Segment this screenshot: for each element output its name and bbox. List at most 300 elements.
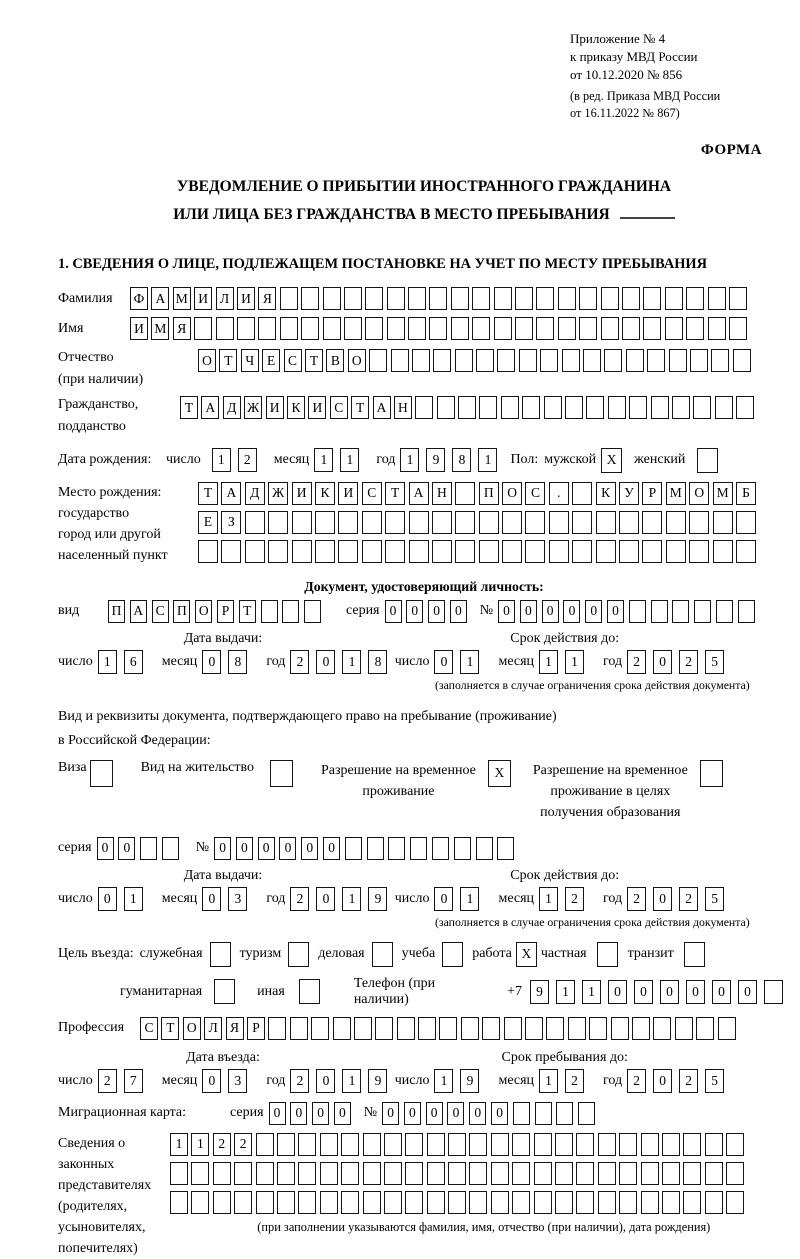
form-cell: 1 [478, 448, 497, 472]
form-cell: 0 [258, 837, 275, 860]
form-cell: 2 [234, 1133, 252, 1156]
entry-dates [58, 1050, 790, 1093]
form-cell: . [549, 482, 569, 505]
purpose-checkbox [288, 942, 309, 967]
stay-valid-month-cells [539, 887, 591, 911]
form-cell [432, 511, 452, 534]
representatives-row2-cells [170, 1162, 748, 1185]
form-cell: 9 [460, 1069, 479, 1093]
form-cell: 7 [124, 1069, 143, 1093]
form-cell: 2 [679, 650, 698, 674]
form-title [58, 173, 790, 230]
series-label: серия [58, 840, 92, 856]
form-cell [565, 396, 583, 419]
form-cell [736, 540, 756, 563]
stay-issue-date-row: число 0 1 месяц 0 3 год 2 0 1 9 [58, 887, 395, 911]
form-cell [491, 1191, 509, 1214]
form-cell: 0 [634, 980, 653, 1004]
form-cell [432, 540, 452, 563]
stay-doc-series-row [58, 837, 790, 860]
form-cell: М [666, 482, 686, 505]
form-cell [454, 837, 471, 860]
form-cell: А [201, 396, 219, 419]
form-cell: 1 [342, 1069, 361, 1093]
doc-issue-month-cells [202, 650, 254, 674]
amendment-lines [570, 88, 760, 122]
form-cell [354, 1017, 372, 1040]
form-cell [534, 1162, 552, 1185]
form-cell [598, 1191, 616, 1214]
number-label: № [479, 603, 494, 619]
surname-row [58, 287, 790, 310]
stay-doc-options [58, 760, 790, 823]
form-cell [429, 287, 447, 310]
form-cell: 9 [368, 887, 387, 911]
firstname-row [58, 317, 790, 340]
form-cell: 0 [660, 980, 679, 1004]
form-cell [315, 511, 335, 534]
form-cell: 2 [627, 1069, 646, 1093]
form-cell: Р [247, 1017, 265, 1040]
form-cell [662, 1162, 680, 1185]
form-cell [651, 600, 668, 623]
form-cell: 0 [334, 1102, 351, 1125]
form-cell [608, 396, 626, 419]
form-cell: 0 [98, 887, 117, 911]
form-cell [365, 287, 383, 310]
form-cell [718, 1017, 736, 1040]
form-cell: 0 [202, 650, 221, 674]
form-cell [234, 1191, 252, 1214]
form-cell [494, 287, 512, 310]
form-cell [469, 1133, 487, 1156]
form-cell [683, 1133, 701, 1156]
form-cell: А [409, 482, 429, 505]
form-cell [736, 396, 754, 419]
temp-residence-checkbox: X [488, 760, 511, 787]
sex-label: Пол: [510, 452, 539, 468]
stay-until-day-cells [434, 1069, 486, 1093]
form-cell [448, 1133, 466, 1156]
form-cell [604, 349, 622, 372]
form-cell [711, 349, 729, 372]
form-cell [494, 317, 512, 340]
form-cell [525, 540, 545, 563]
purpose-option: транзит [628, 942, 705, 967]
doc-kind-label: вид [58, 603, 80, 619]
form-cell: Д [245, 482, 265, 505]
form-cell: Т [198, 482, 218, 505]
form-cell [512, 1191, 530, 1214]
form-cell [556, 1102, 573, 1125]
stay-valid-col [395, 868, 790, 930]
form-cell: И [292, 482, 312, 505]
purpose-option: частная [541, 942, 618, 967]
form-cell: Т [219, 349, 237, 372]
form-cell [455, 349, 473, 372]
doc-issue-col [58, 631, 395, 693]
form-cell: Д [223, 396, 241, 419]
purpose-checkbox [442, 942, 463, 967]
form-cell: Н [394, 396, 412, 419]
form-cell [666, 511, 686, 534]
form-cell [320, 1191, 338, 1214]
residence-permit-option [141, 760, 293, 787]
form-cell [583, 349, 601, 372]
form-cell: 0 [563, 600, 580, 623]
number-label: № [195, 840, 210, 856]
form-cell: О [198, 349, 216, 372]
form-cell: В [326, 349, 344, 372]
doc-valid-month-cells [539, 650, 591, 674]
form-cell [619, 1191, 637, 1214]
form-cell: 0 [118, 837, 135, 860]
form-cell [672, 600, 689, 623]
stay-issue-year-cells [290, 887, 394, 911]
form-cell [568, 1017, 586, 1040]
purpose-option: учеба [402, 942, 464, 967]
form-cell: 0 [686, 980, 705, 1004]
representatives-row1-cells [170, 1133, 748, 1156]
form-cell [341, 1191, 359, 1214]
form-cell [362, 540, 382, 563]
doc-issue-year-cells [290, 650, 394, 674]
form-cell [391, 349, 409, 372]
form-title-line1: УВЕДОМЛЕНИЕ О ПРИБЫТИИ ИНОСТРАННОГО ГРАЖДАНИНА [176, 177, 672, 195]
form-cell [643, 317, 661, 340]
form-cell: Е [198, 511, 218, 534]
other-purpose-label: иная [257, 983, 285, 999]
form-cell: Я [258, 287, 276, 310]
form-cell: 1 [539, 1069, 558, 1093]
profession-row [58, 1017, 790, 1040]
form-cell [555, 1191, 573, 1214]
form-cell [619, 1133, 637, 1156]
form-cell: Я [226, 1017, 244, 1040]
form-cell [311, 1017, 329, 1040]
form-cell: 1 [340, 448, 359, 472]
form-cell [170, 1162, 188, 1185]
section1-heading: 1. СВЕДЕНИЯ О ЛИЦЕ, ПОДЛЕЖАЩЕМ ПОСТАНОВКЕ НА УЧЕТ ПО МЕСТУ ПРЕБЫВАНИЯ [58, 256, 707, 273]
form-cell [320, 1133, 338, 1156]
form-cell [385, 540, 405, 563]
phone-label: Телефон (при наличии) [353, 975, 436, 1007]
entry-month-cells [202, 1069, 254, 1093]
form-cell [439, 1017, 457, 1040]
form-cell [301, 317, 319, 340]
form-cell [341, 1162, 359, 1185]
residence-permit-label: Вид на жительство [140, 759, 254, 775]
form-cell: 1 [342, 650, 361, 674]
form-cell: 1 [314, 448, 333, 472]
doc-valid-year-cells [627, 650, 731, 674]
surname-cells [130, 287, 750, 310]
form-cell [491, 1133, 509, 1156]
form-cell [572, 511, 592, 534]
form-cell [705, 1133, 723, 1156]
migration-card-label: Миграционная карта: [58, 1105, 187, 1121]
form-cell: 0 [279, 837, 296, 860]
form-cell [234, 1162, 252, 1185]
form-cell [598, 1162, 616, 1185]
form-cell [415, 396, 433, 419]
form-cell [298, 1191, 316, 1214]
patronymic-cells [198, 349, 754, 372]
form-cell [482, 1017, 500, 1040]
form-cell: И [266, 396, 284, 419]
day-label: число [166, 452, 201, 468]
form-cell: 0 [712, 980, 731, 1004]
form-cell [455, 482, 475, 505]
form-cell: 1 [539, 887, 558, 911]
form-cell [384, 1133, 402, 1156]
form-cell [653, 1017, 671, 1040]
form-cell [619, 1162, 637, 1185]
form-cell [363, 1133, 381, 1156]
birth-place-row2-cells [198, 511, 759, 534]
surname-label: Фамилия [58, 290, 113, 306]
form-cell [626, 349, 644, 372]
form-cell: 0 [316, 1069, 335, 1093]
form-cell [408, 317, 426, 340]
form-cell [427, 1133, 445, 1156]
form-cell [387, 317, 405, 340]
form-cell: О [689, 482, 709, 505]
form-cell [694, 600, 711, 623]
form-cell [713, 540, 733, 563]
temp-residence-edu-checkbox [700, 760, 723, 787]
form-cell [344, 317, 362, 340]
form-cell [690, 349, 708, 372]
form-cell: 0 [447, 1102, 464, 1125]
purpose-option: деловая [318, 942, 392, 967]
amendment-line: от 16.11.2022 № 867) [570, 105, 680, 120]
stay-series-cells [97, 837, 184, 860]
form-cell: 2 [290, 1069, 309, 1093]
form-cell [512, 1162, 530, 1185]
form-cell [497, 837, 514, 860]
form-cell: 0 [520, 600, 537, 623]
form-cell [686, 287, 704, 310]
form-cell [292, 540, 312, 563]
form-cell: К [287, 396, 305, 419]
form-cell [384, 1191, 402, 1214]
form-cell: 2 [290, 650, 309, 674]
form-cell: О [183, 1017, 201, 1040]
stay-valid-note: (заполняется в случае ограничения срока действия документа) [434, 914, 750, 929]
form-cell [632, 1017, 650, 1040]
stay-until-month-cells [539, 1069, 591, 1093]
form-cell: К [596, 482, 616, 505]
form-cell: Ж [244, 396, 262, 419]
form-cell: М [173, 287, 191, 310]
form-cell: 0 [434, 887, 453, 911]
form-cell [705, 1191, 723, 1214]
year-label: год [376, 452, 396, 468]
form-cell [323, 287, 341, 310]
form-cell: 0 [316, 650, 335, 674]
form-cell [726, 1162, 744, 1185]
form-cell: 2 [627, 887, 646, 911]
form-cell: 0 [738, 980, 757, 1004]
form-cell [427, 1191, 445, 1214]
form-cell [290, 1017, 308, 1040]
form-cell [665, 317, 683, 340]
stay-until-heading: Срок пребывания до: [501, 1049, 628, 1065]
form-cell [601, 287, 619, 310]
form-cell [558, 317, 576, 340]
representatives-block [58, 1133, 790, 1259]
form-cell: 1 [556, 980, 575, 1004]
visa-option [58, 760, 113, 787]
form-cell [705, 1162, 723, 1185]
form-cell [689, 511, 709, 534]
form-cell [298, 1133, 316, 1156]
form-cell: 0 [202, 1069, 221, 1093]
form-cell [504, 1017, 522, 1040]
form-cell [280, 287, 298, 310]
form-cell [726, 1191, 744, 1214]
form-cell [479, 511, 499, 534]
citizenship-cells [180, 396, 758, 419]
form-cell [549, 540, 569, 563]
form-cell [388, 837, 405, 860]
form-cell [726, 1133, 744, 1156]
birth-month-cells [314, 448, 366, 472]
form-cell: Л [204, 1017, 222, 1040]
form-cell [675, 1017, 693, 1040]
form-cell [729, 287, 747, 310]
form-cell: 0 [542, 600, 559, 623]
form-cell [576, 1133, 594, 1156]
amendment-line: (в ред. Приказа МВД России [570, 88, 721, 103]
doc-kind-cells [108, 600, 326, 623]
representatives-row3-cells [170, 1191, 748, 1214]
form-cell: А [130, 600, 147, 623]
form-title-line2: ИЛИ ЛИЦА БЕЗ ГРАЖДАНСТВА В МЕСТО ПРЕБЫВАНИЯ [58, 201, 790, 230]
form-cell [410, 837, 427, 860]
form-cell [555, 1133, 573, 1156]
migration-series-cells [269, 1102, 356, 1125]
form-cell [708, 317, 726, 340]
form-cell [455, 511, 475, 534]
form-cell: А [373, 396, 391, 419]
birth-place-block [58, 482, 790, 569]
citizenship-row [58, 394, 790, 437]
form-cell: 3 [228, 1069, 247, 1093]
form-cell: О [502, 482, 522, 505]
month-label: месяц [273, 452, 310, 468]
form-cell [451, 287, 469, 310]
form-cell: З [221, 511, 241, 534]
form-cell [736, 511, 756, 534]
form-cell [194, 317, 212, 340]
form-cell [708, 287, 726, 310]
form-cell: 2 [98, 1069, 117, 1093]
form-cell [536, 317, 554, 340]
form-cell: 0 [323, 837, 340, 860]
form-cell [515, 317, 533, 340]
purpose-checkbox: X [516, 942, 537, 967]
form-cell [562, 349, 580, 372]
form-cell: И [338, 482, 358, 505]
form-cell: С [362, 482, 382, 505]
form-cell: 5 [705, 650, 724, 674]
form-word: ФОРМА [700, 141, 762, 158]
form-cell: О [195, 600, 212, 623]
doc-valid-date-row: число 0 1 месяц 1 1 год 2 0 2 5 [395, 650, 790, 674]
form-cell: 0 [236, 837, 253, 860]
stay-until-year-cells [627, 1069, 731, 1093]
form-cell: 0 [653, 1069, 672, 1093]
temp-residence-label: Разрешение на временное проживание [320, 762, 476, 799]
form-cell: Л [216, 287, 234, 310]
form-cell: 0 [585, 600, 602, 623]
form-cell: 1 [212, 448, 231, 472]
form-cell [245, 511, 265, 534]
form-cell [280, 317, 298, 340]
form-cell [385, 511, 405, 534]
form-cell [502, 511, 522, 534]
form-cell [693, 396, 711, 419]
form-cell [341, 1133, 359, 1156]
form-cell: М [713, 482, 733, 505]
form-cell [651, 396, 669, 419]
identity-doc-dates [58, 631, 790, 693]
form-cell [535, 1102, 552, 1125]
form-cell [479, 540, 499, 563]
form-cell: 0 [428, 600, 445, 623]
form-cell [472, 287, 490, 310]
other-purpose-checkbox [299, 979, 320, 1004]
form-cell [469, 1191, 487, 1214]
form-cell [298, 1162, 316, 1185]
form-cell [536, 287, 554, 310]
form-cell [216, 317, 234, 340]
form-cell: 2 [679, 1069, 698, 1093]
form-cell: А [221, 482, 241, 505]
doc-series-cells [385, 600, 472, 623]
form-cell: 0 [434, 650, 453, 674]
form-cell: С [140, 1017, 158, 1040]
form-cell: 0 [214, 837, 231, 860]
form-cell [665, 287, 683, 310]
form-cell [448, 1162, 466, 1185]
patronymic-row [58, 347, 790, 390]
form-cell: И [194, 287, 212, 310]
form-cell [715, 396, 733, 419]
form-cell: 8 [228, 650, 247, 674]
form-cell [437, 396, 455, 419]
form-cell [268, 511, 288, 534]
form-cell: 3 [228, 887, 247, 911]
temp-residence-option [321, 760, 511, 802]
form-cell: И [308, 396, 326, 419]
form-cell: А [151, 287, 169, 310]
stay-valid-day-cells [434, 887, 486, 911]
form-cell [540, 349, 558, 372]
title-blank-underline [620, 205, 675, 219]
form-cell [662, 1191, 680, 1214]
form-cell: 0 [202, 887, 221, 911]
form-cell [716, 600, 733, 623]
purpose-option: работа X [472, 942, 537, 967]
form-cell: 0 [450, 600, 467, 623]
form-cell [641, 1191, 659, 1214]
form-cell: 9 [368, 1069, 387, 1093]
form-cell: К [315, 482, 335, 505]
form-cell [515, 287, 533, 310]
